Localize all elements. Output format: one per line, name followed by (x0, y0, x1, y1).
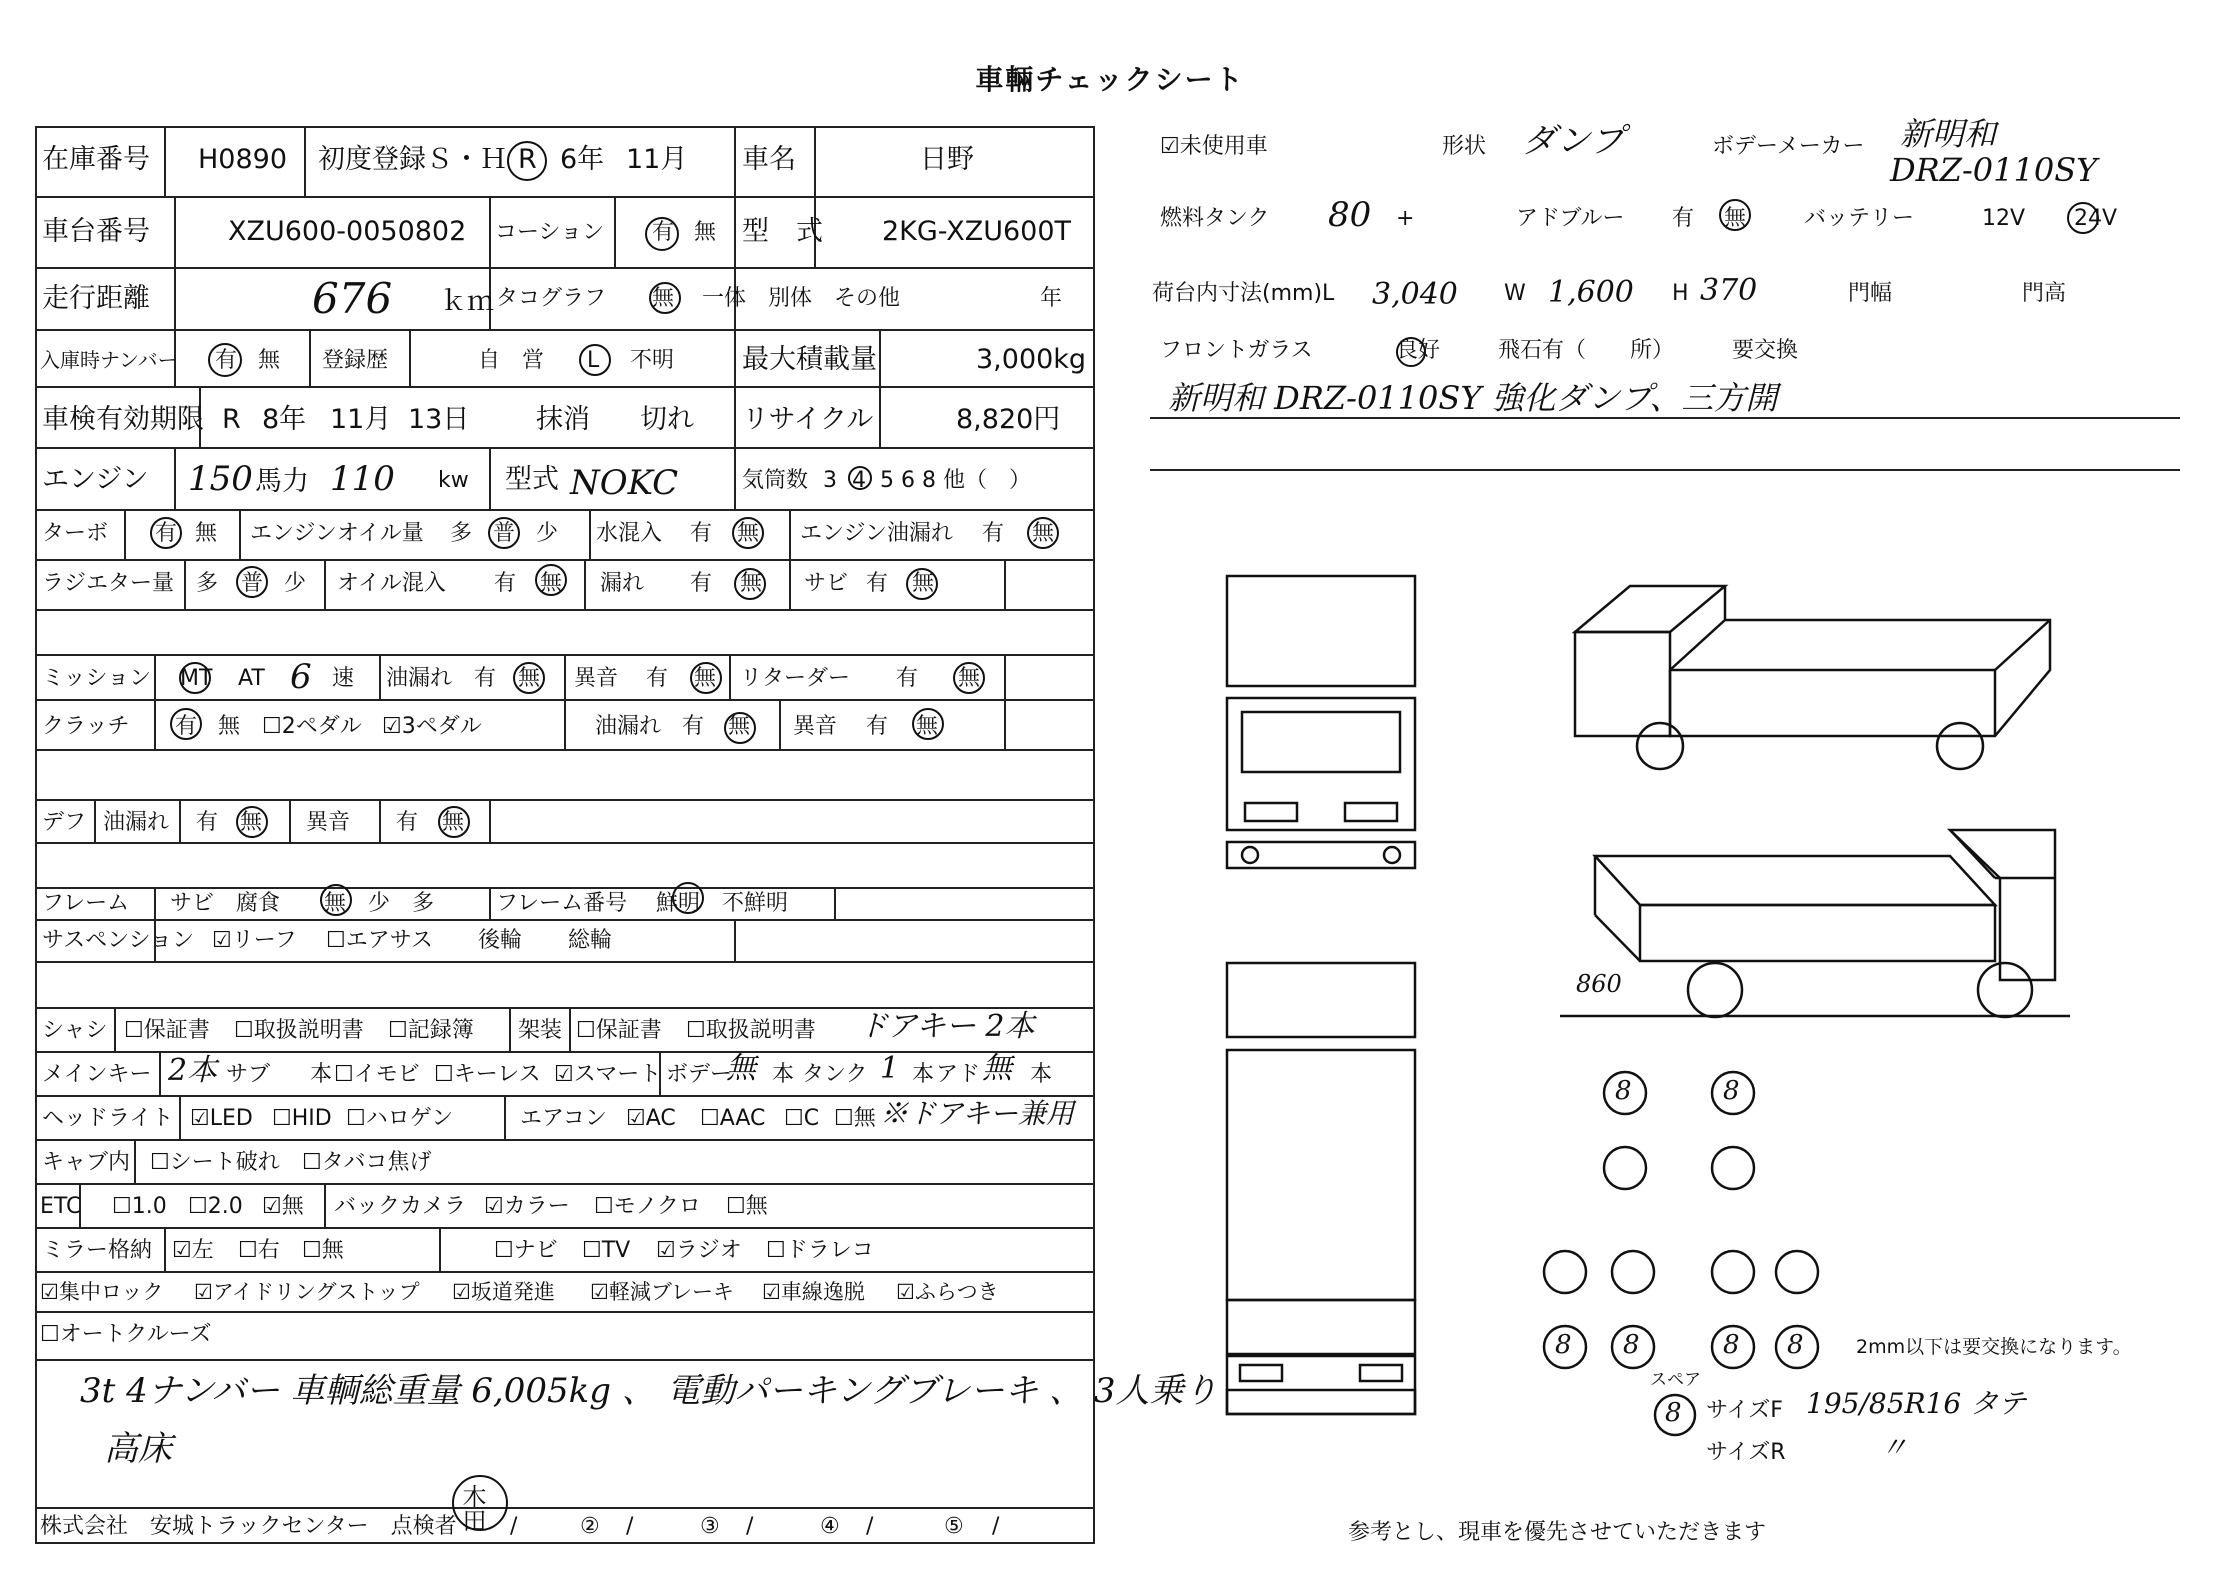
smart-key: ☑スマート (554, 1062, 662, 1087)
tachograph-year: 年 (1040, 286, 1063, 311)
check-slash-4: / (866, 1514, 874, 1539)
aircon-label: エアコン (520, 1106, 607, 1131)
body-manual: ☐取扱説明書 (686, 1018, 816, 1043)
transmission-speed-value: 6 (290, 657, 312, 697)
unused-vehicle-check: ☑未使用車 (1160, 134, 1268, 159)
adblue-label: アドブルー (1516, 206, 1625, 231)
frame-rust-label: サビ 腐食 (170, 891, 281, 916)
clutch-3-pedal: ☑3ペダル (382, 714, 482, 739)
main-key-label: メインキー (42, 1062, 152, 1087)
ad-key-label: アド (936, 1062, 981, 1087)
engine-oil-normal: 普 (493, 521, 516, 546)
mirror-left: ☑左 (172, 1238, 214, 1263)
headlight-label: ヘッドライト (42, 1106, 174, 1131)
size-front-value: 195/85R16 タテ (1806, 1387, 2027, 1420)
cylinders-label: 気筒数 (742, 468, 809, 493)
diff-leak-no: 無 (240, 810, 263, 835)
gate-height-label: 門高 (2022, 281, 2067, 306)
door-key-note: ドアキー 2本 (858, 1009, 1035, 1044)
max-load-value: 3,000kg (976, 344, 1087, 375)
clutch-leak-label: 油漏れ (595, 714, 662, 739)
first-registration-year: 6年 (560, 144, 605, 175)
transmission-noise-label: 異音 (574, 666, 619, 691)
suspension-air: ☐エアサス (326, 928, 433, 953)
mileage-label: 走行距離 (42, 283, 150, 314)
leak-no: 無 (740, 571, 763, 596)
fuel-tank-plus: + (1396, 206, 1415, 231)
tire-replace-note: 2mm以下は要交換になります。 (1856, 1336, 2132, 1358)
radio: ☑ラジオ (656, 1238, 742, 1263)
inspection-day: 13日 (408, 404, 470, 435)
cargo-width: 1,600 (1548, 275, 1634, 310)
transmission-at: AT (238, 666, 265, 691)
oil-mix-yes: 有 (494, 571, 517, 596)
radiator-many: 多 (196, 571, 219, 596)
entry-plate-no: 無 (258, 348, 281, 373)
back-camera-color: ☑カラー (484, 1194, 570, 1219)
model-value: 2KG-XZU600T (882, 216, 1071, 247)
chassis-manual: ☐取扱説明書 (234, 1018, 364, 1043)
diff-leak-yes: 有 (196, 810, 219, 835)
diff-noise-no: 無 (442, 810, 465, 835)
back-camera-mono: ☐モノクロ (594, 1194, 701, 1219)
frame-number-unclear: 不鮮明 (722, 891, 789, 916)
back-camera-none: ☐無 (726, 1194, 768, 1219)
size-rear-value: 〃 (1880, 1431, 1909, 1464)
tire-rear-2: 8 (1623, 1330, 1640, 1360)
seat-torn: ☐シート破れ (150, 1150, 280, 1175)
frame-label: フレーム (42, 891, 130, 916)
adblue-yes: 有 (1672, 206, 1695, 231)
transmission-speed-label: 速 (332, 666, 355, 691)
suspension-leaf: ☑リーフ (212, 928, 297, 953)
tank-key-value: 1 (880, 1051, 900, 1086)
chassis-number-value: XZU600-0050802 (228, 216, 467, 247)
entry-plate-yes: 有 (215, 348, 238, 373)
mirror-none: ☐無 (302, 1238, 344, 1263)
ad-key-value: 無 (982, 1051, 1012, 1086)
tachograph-none: 無 (652, 286, 675, 311)
recycle-value: 8,820円 (956, 404, 1061, 435)
check-2: ② (580, 1514, 600, 1539)
brake-assist: ☑軽減ブレーキ (590, 1280, 734, 1304)
radiator-normal: 普 (241, 571, 264, 596)
coating-yes: 有 (652, 220, 675, 245)
frame-number-label: フレーム番号 (496, 891, 628, 916)
main-key-value: 2本 (168, 1053, 218, 1088)
clutch-no: 無 (218, 714, 241, 739)
kw-label: kw (438, 468, 469, 493)
selection-circles (151, 142, 2098, 1530)
aircon-ac: ☑AC (626, 1106, 676, 1131)
inspection-year: 8年 (262, 404, 307, 435)
dashcam: ☐ドラレコ (766, 1238, 874, 1263)
adblue-no: 無 (1724, 206, 1747, 231)
tobacco-burn: ☐タバコ焦げ (302, 1150, 432, 1175)
frame-number-clear: 鮮明 (656, 891, 701, 916)
fuel-tank-label: 燃料タンク (1160, 206, 1270, 231)
transmission-noise-no: 無 (694, 666, 717, 691)
cab-interior-label: キャブ内 (42, 1150, 131, 1175)
company-inspector-label: 株式会社 安城トラックセンター 点検者 (40, 1514, 457, 1539)
chassis-record: ☐記録簿 (388, 1018, 474, 1043)
size-rear-label: サイズR (1706, 1440, 1786, 1465)
tank-key-label: タンク (802, 1062, 868, 1087)
headlight-hid: ☐HID (272, 1106, 332, 1131)
aircon-none: ☐無 (834, 1106, 876, 1131)
back-camera-label: バックカメラ (334, 1194, 467, 1219)
aircon-aac: ☐AAC (700, 1106, 766, 1131)
remarks-line-1: 3t 4ナンバー 車輌総重量 6,005kg 、 電動パーキングブレーキ 、 3人乗り (80, 1371, 1218, 1411)
inspector-seal: 木田 (458, 1484, 486, 1532)
engine-oil-many: 多 (450, 521, 473, 546)
engine-model-value: NOKC (570, 463, 679, 503)
battery-label: バッテリー (1804, 206, 1915, 231)
spare-label: スペア (1650, 1370, 1701, 1390)
engine-oil-leak-yes: 有 (982, 521, 1005, 546)
keyless: ☐キーレス (434, 1062, 541, 1087)
transmission-leak-yes: 有 (474, 666, 497, 691)
mirror-right: ☐右 (238, 1238, 280, 1263)
max-load-label: 最大積載量 (742, 344, 877, 375)
tire-front-right: 8 (1723, 1076, 1740, 1106)
kw-value: 110 (330, 459, 395, 499)
body-model-value: DRZ-0110SY (1890, 151, 2098, 189)
chassis-number-label: 車台番号 (42, 216, 150, 247)
mileage-unit: ｋｍ (440, 286, 494, 317)
tachograph-options: 一体 別体 その他 (702, 286, 901, 311)
water-mix-label: 水混入 (596, 521, 663, 546)
transmission-label: ミッション (42, 666, 152, 691)
body-warranty: ☐保証書 (576, 1018, 662, 1043)
water-mix-no: 無 (737, 521, 760, 546)
etc-1-0: ☐1.0 (112, 1194, 167, 1219)
horsepower-label: 馬力 (255, 466, 309, 497)
engine-label: エンジン (42, 464, 149, 495)
water-mix-yes: 有 (690, 521, 713, 546)
mileage-value: 676 (312, 274, 393, 323)
lane-departure: ☑車線逸脱 (762, 1280, 865, 1304)
engine-oil-leak-no: 無 (1032, 521, 1055, 546)
engine-oil-few: 少 (536, 521, 559, 546)
oil-mix-no: 無 (540, 571, 563, 596)
ad-key-unit: 本 (1030, 1062, 1053, 1087)
coating-label: コーション (495, 220, 605, 245)
inspection-era: R (222, 404, 241, 435)
turbo-yes: 有 (155, 521, 178, 546)
suspension-rear: 後輪 (478, 928, 523, 953)
turbo-no: 無 (195, 521, 218, 546)
leak-label: 漏れ (600, 571, 645, 596)
door-key-shared-note: ※ドアキー兼用 (880, 1097, 1075, 1130)
stock-number-value: H0890 (198, 144, 288, 175)
idling-stop: ☑アイドリングストップ (194, 1280, 420, 1304)
cylinders-other: 5 6 8 他（ ） (880, 468, 1031, 493)
model-label: 型 式 (742, 216, 823, 247)
radiator-few: 少 (284, 571, 307, 596)
check-slash-2: / (626, 1514, 634, 1539)
sub-key-unit: 本 (310, 1062, 333, 1087)
cargo-height: 370 (1700, 273, 1758, 308)
windshield-label: フロントガラス (1160, 338, 1313, 363)
navi: ☐ナビ (494, 1238, 558, 1263)
body-docs-label: 架装 (518, 1018, 563, 1043)
windshield-chips: 飛石有（ 所） (1498, 338, 1675, 363)
tire-front-left: 8 (1615, 1076, 1632, 1106)
tank-key-unit: 本 (912, 1062, 935, 1087)
tv: ☐TV (582, 1238, 631, 1263)
central-lock: ☑集中ロック (40, 1280, 164, 1304)
car-name-label: 車名 (742, 144, 796, 175)
reference-note: 参考とし、現車を優先させていただきます (1348, 1520, 1767, 1545)
cargo-dimensions-label: 荷台内寸法(mm)L (1152, 281, 1335, 306)
check-3: ③ (700, 1514, 720, 1539)
diff-noise-label: 異音 (306, 810, 351, 835)
registration-history-lease: L (587, 348, 600, 373)
rust-label: サビ (804, 571, 849, 596)
tire-rear-4: 8 (1787, 1330, 1804, 1360)
check-slash-5: / (992, 1514, 1000, 1539)
first-registration-era: R (518, 144, 537, 175)
check-4: ④ (820, 1514, 840, 1539)
first-registration-month: 11月 (626, 144, 688, 175)
auto-cruise: ☐オートクルーズ (40, 1322, 212, 1347)
chassis-warranty: ☐保証書 (124, 1018, 210, 1043)
diff-label: デフ (42, 810, 87, 835)
clutch-label: クラッチ (42, 714, 130, 739)
chassis-docs-label: シャシ (42, 1018, 108, 1043)
clutch-yes: 有 (175, 714, 198, 739)
body-maker-value: 新明和 (1900, 115, 1997, 153)
remarks-line-2: 高床 (104, 1429, 172, 1469)
inspection-month: 11月 (330, 404, 392, 435)
recycle-label: リサイクル (742, 404, 874, 435)
radiator-label: ラジエター量 (42, 571, 175, 596)
coating-no: 無 (694, 220, 717, 245)
retarder-yes: 有 (896, 666, 919, 691)
engine-oil-label: エンジンオイル量 (250, 521, 424, 546)
first-registration-label: 初度登録Ｓ・Ｈ (318, 144, 507, 175)
spare-value: 8 (1665, 1398, 1682, 1428)
shape-label: 形状 (1442, 134, 1487, 159)
retarder-label: リターダー (740, 666, 851, 691)
frame-rust-many: 多 (412, 891, 435, 916)
registration-history-options: 自 営 (478, 348, 545, 373)
transmission-leak-no: 無 (518, 666, 541, 691)
retarder-no: 無 (958, 666, 981, 691)
inspection-expiry-label: 車検有効期限 (42, 404, 204, 435)
floor-height: 860 (1576, 970, 1622, 998)
sub-key-label: サブ (226, 1062, 271, 1087)
body-maker-label: ボデーメーカー (1712, 134, 1865, 159)
shape-value: ダンプ (1522, 121, 1625, 161)
check-slash-1: / (510, 1514, 518, 1539)
cargo-length: 3,040 (1372, 277, 1458, 312)
engine-model-label: 型式 (505, 464, 559, 495)
tire-rear-1: 8 (1555, 1330, 1572, 1360)
truck-diagram (1227, 576, 2070, 1435)
check-slash-3: / (746, 1514, 754, 1539)
tachograph-label: タコグラフ (496, 286, 607, 311)
transmission-noise-yes: 有 (646, 666, 669, 691)
cargo-height-label: H (1672, 281, 1689, 306)
body-note: 新明和 DRZ-0110SY 強化ダンプ、三方開 (1168, 379, 1778, 417)
engine-oil-leak-label: エンジン油漏れ (800, 521, 953, 546)
check-5: ⑤ (944, 1514, 964, 1539)
frame-rust-few: 少 (368, 891, 391, 916)
size-front-label: サイズF (1706, 1398, 1783, 1423)
transmission-leak-label: 油漏れ (386, 666, 453, 691)
body-key-value: 無 (726, 1051, 756, 1086)
registration-history-label: 登録歴 (322, 348, 389, 373)
inspection-cancelled: 抹消 (536, 404, 590, 435)
headlight-led: ☑LED (190, 1106, 253, 1131)
headlight-halogen: ☐ハロゲン (346, 1106, 454, 1131)
suspension-label: サスペンション (42, 928, 195, 953)
sheet-title: 車輛チェックシート (975, 63, 1245, 96)
body-key-unit: 本 (772, 1062, 795, 1087)
aircon-c: ☐C (784, 1106, 820, 1131)
wobble-warning: ☑ふらつき (896, 1280, 999, 1304)
horsepower-value: 150 (188, 459, 253, 499)
clutch-leak-yes: 有 (682, 714, 705, 739)
transmission-mt: MT (180, 666, 213, 691)
etc-none: ☑無 (262, 1194, 304, 1219)
rust-yes: 有 (866, 571, 889, 596)
entry-plate-label: 入庫時ナンバー (40, 348, 178, 372)
clutch-noise-no: 無 (916, 714, 939, 739)
cylinders-3: 3 (823, 468, 837, 493)
clutch-2-pedal: ☐2ペダル (262, 714, 362, 739)
stock-number-label: 在庫番号 (42, 144, 150, 175)
rust-no: 無 (912, 571, 935, 596)
windshield-replace: 要交換 (1732, 338, 1799, 363)
etc-label: ETC (40, 1194, 82, 1219)
gate-width-label: 門幅 (1848, 281, 1893, 306)
fuel-tank-value: 80 (1328, 195, 1372, 235)
tire-rear-3: 8 (1723, 1330, 1740, 1360)
registration-history-unknown: 不明 (630, 348, 675, 373)
inspection-expired: 切れ (640, 404, 694, 435)
body-key-label: ボデー (666, 1062, 733, 1087)
mirror-fold-label: ミラー格納 (42, 1238, 153, 1263)
leak-yes: 有 (690, 571, 713, 596)
frame-rust-none: 無 (324, 891, 347, 916)
oil-mix-label: オイル混入 (337, 571, 446, 596)
cylinders-4: 4 (852, 468, 866, 493)
turbo-label: ターボ (42, 521, 109, 546)
clutch-noise-label: 異音 (793, 714, 838, 739)
clutch-noise-yes: 有 (866, 714, 889, 739)
hill-start: ☑坂道発進 (452, 1280, 555, 1304)
battery-12v: 12V (1982, 206, 2026, 231)
battery-24v: 24V (2074, 206, 2118, 231)
cargo-width-label: W (1504, 281, 1526, 306)
car-name-value: 日野 (920, 144, 974, 175)
immobilizer: ☐イモビ (334, 1062, 420, 1087)
windshield-good: 良好 (1396, 338, 1441, 363)
clutch-leak-no: 無 (728, 714, 751, 739)
diff-leak-label: 油漏れ (103, 810, 170, 835)
suspension-all: 総輪 (568, 928, 613, 953)
etc-2-0: ☐2.0 (188, 1194, 243, 1219)
diff-noise-yes: 有 (396, 810, 419, 835)
